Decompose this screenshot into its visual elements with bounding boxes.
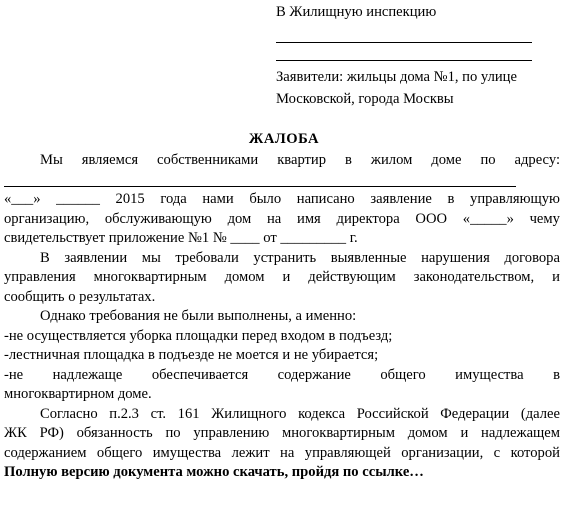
word: домом — [224, 269, 265, 285]
word: собственниками — [157, 152, 259, 168]
word: являемся — [81, 152, 139, 168]
word: (далее — [520, 405, 560, 422]
applicants-line-1: Заявители: жильцы дома №1, по улице — [276, 69, 517, 85]
applicants-block — [276, 66, 562, 110]
word: доме — [431, 152, 462, 168]
word: управляющую — [470, 191, 560, 207]
list-item: -лестничная площадка в подъезде не моется и не убирается; — [4, 347, 379, 363]
word: на — [280, 444, 295, 461]
body-line — [4, 405, 560, 425]
word: и — [552, 269, 560, 285]
body-line — [4, 424, 560, 444]
list-item: -не осуществляется уборка площадки перед входом в подъезд; — [4, 327, 393, 344]
word: написано — [296, 191, 355, 207]
word: нами — [202, 191, 234, 207]
body-line — [4, 151, 560, 171]
word: обслуживающую — [104, 210, 212, 227]
word: «_____» — [462, 210, 514, 227]
word: -не — [4, 366, 24, 383]
word: ст. — [150, 405, 167, 422]
word: Жилищного — [211, 405, 287, 422]
word: п.2.3 — [109, 405, 139, 422]
word: действующим — [308, 269, 396, 285]
word: управления — [4, 269, 76, 285]
word: надлежащем — [481, 425, 560, 441]
addressee-line: В Жилищную инспекцию — [276, 4, 437, 20]
addressee-blank-line-1 — [276, 42, 532, 43]
word: квартир — [277, 152, 327, 168]
word: обеспечивается — [151, 366, 249, 383]
word: требовали — [175, 249, 239, 266]
word: на — [266, 210, 282, 227]
word: в — [447, 191, 455, 207]
word: дом — [227, 210, 252, 227]
body-line — [4, 268, 560, 288]
word: управляющей — [304, 444, 391, 461]
document-title: ЖАЛОБА — [248, 131, 320, 147]
body-line — [4, 444, 560, 464]
word: «___» — [4, 191, 41, 207]
word: выявленные — [330, 249, 407, 266]
word: и — [460, 425, 469, 441]
word: лежит — [231, 444, 270, 461]
word: заявление — [370, 191, 432, 207]
addressee-blank-line-2 — [276, 60, 532, 61]
word: обязанность — [76, 425, 153, 441]
word: в — [345, 152, 352, 168]
body-line — [4, 210, 560, 230]
word: содержание — [277, 366, 351, 383]
word: договора — [504, 249, 560, 266]
word: адресу: — [514, 152, 560, 168]
word: имущества — [152, 444, 222, 461]
body-line: сообщить о результатах. — [4, 288, 156, 305]
word: ООО — [415, 210, 448, 227]
word: устранить — [253, 249, 317, 266]
word: многоквартирным — [93, 269, 207, 285]
word: содержанием — [4, 444, 87, 461]
list-item — [4, 366, 560, 386]
body-line: свидетельствует приложение №1 № ____ от _________ г. — [4, 230, 358, 246]
body-line — [4, 190, 560, 210]
word: чему — [529, 210, 560, 227]
word: домом — [407, 425, 448, 441]
addressee-block — [276, 3, 562, 22]
word: РФ) — [39, 425, 64, 441]
word: многоквартирным — [282, 425, 395, 441]
word: по — [165, 425, 181, 441]
word: Мы — [40, 152, 63, 168]
word: надлежаще — [52, 366, 123, 383]
word: Федерации — [440, 405, 510, 422]
applicants-line-2: Московской, города Москвы — [276, 91, 454, 107]
word: организацию, — [4, 210, 90, 227]
word: мы — [141, 249, 161, 266]
address-blank-line — [4, 171, 560, 191]
word: было — [249, 191, 282, 207]
word: заявлении — [64, 249, 128, 266]
word: с — [493, 444, 501, 461]
address-blank — [4, 171, 516, 187]
word: по — [480, 152, 496, 168]
document-body — [4, 151, 560, 483]
word: ЖК — [4, 425, 27, 441]
word: общего — [380, 366, 426, 383]
body-line: многоквартирном доме. — [4, 386, 152, 402]
word: кодекса — [298, 405, 346, 422]
word: Согласно — [40, 405, 98, 422]
word: и — [282, 269, 291, 285]
word: нарушения — [421, 249, 490, 266]
word: Российской — [356, 405, 429, 422]
word: 2015 — [115, 191, 145, 207]
word: 161 — [177, 405, 200, 422]
word: жилом — [370, 152, 413, 168]
word: которой — [510, 444, 560, 461]
word: директора — [336, 210, 400, 227]
word: имя — [297, 210, 321, 227]
word: управлению — [193, 425, 270, 441]
download-link[interactable]: Полную версию документа можно скачать, пройдя по ссылке… — [4, 464, 424, 480]
body-line: Однако требования не были выполнены, а именно: — [40, 308, 357, 324]
word: организации, — [401, 444, 484, 461]
word: в — [553, 366, 560, 383]
body-line — [4, 249, 560, 269]
word: В — [40, 249, 50, 266]
word: года — [160, 191, 187, 207]
word: ______ — [56, 191, 100, 207]
word: общего — [96, 444, 143, 461]
word: имущества — [455, 366, 524, 383]
word: законодательством, — [413, 269, 535, 285]
